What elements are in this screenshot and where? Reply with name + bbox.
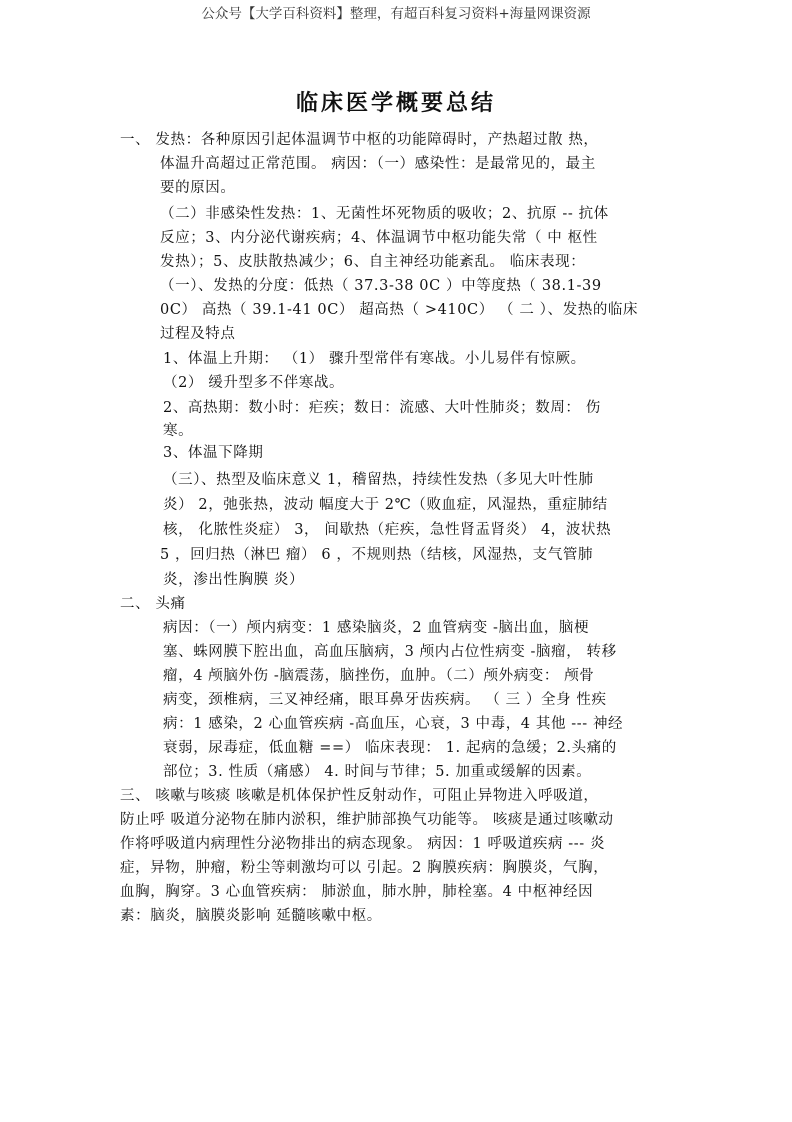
text-line: 发热）；5、皮肤散热减少；6、自主神经功能紊乱。 临床表现： bbox=[160, 254, 586, 270]
text-line: 素：脑炎，脑膜炎影响 延髓咳嗽中枢。 bbox=[120, 908, 382, 924]
text-line: 塞、蛛网膜下腔出血，高血压脑病，3 颅内占位性病变 -脑瘤， 转移 bbox=[163, 644, 617, 660]
text-line: 2、高热期：数小时：疟疾；数日：流感、大叶性肺炎；数周： 伤 bbox=[163, 400, 601, 416]
text-line: （二）非感染性发热：1、无菌性坏死物质的吸收；2、抗原 -- 抗体 bbox=[160, 206, 609, 222]
text-line: 二、 头痛 bbox=[120, 596, 186, 612]
text-line: （一）、发热的分度：低热（ 37.3-38 0C ）中等度热（ 38.1-39 bbox=[160, 278, 602, 294]
text-line: 3、体温下降期 bbox=[163, 445, 264, 461]
text-line: 5 ，回归热（淋巴 瘤） 6 ，不规则热（结核，风湿热，支气管肺 bbox=[160, 547, 594, 563]
text-line: 1、体温上升期： （1） 骤升型常伴有寒战。小儿易伴有惊厥。 bbox=[163, 351, 586, 367]
text-line: 部位；3. 性质（痛感） 4. 时间与节律；5. 加重或缓解的因素。 bbox=[163, 764, 592, 780]
text-line: 炎） 2，弛张热，波动 幅度大于 2℃（败血症，风湿热，重症肺结 bbox=[163, 497, 608, 513]
text-line: 反应；3、内分泌代谢疾病；4、体温调节中枢功能失常（ 中 枢性 bbox=[160, 230, 598, 246]
text-line: 体温升高超过正常范围。 病因：（一）感染性：是最常见的，最主 bbox=[160, 156, 596, 172]
text-line: 作将呼吸道内病理性分泌物排出的病态现象。 病因：1 呼吸道疾病 --- 炎 bbox=[120, 836, 606, 852]
text-line: 要的原因。 bbox=[160, 180, 236, 196]
text-line: 病变，颈椎病，三叉神经痛，眼耳鼻牙齿疾病。 （ 三 ）全身 性疾 bbox=[163, 692, 607, 708]
text-line: 血胸，胸穿。3 心血管疾病： 肺淤血，肺水肿，肺栓塞。4 中枢神经因 bbox=[120, 884, 594, 900]
document-title: 临床医学概要总结 bbox=[295, 90, 496, 116]
text-line: 0C） 高热（ 39.1-41 0C） 超高热（ >410C） （ 二 ）、发热的临床 bbox=[160, 302, 639, 318]
text-line: 过程及特点 bbox=[160, 326, 236, 342]
text-line: （三）、热型及临床意义 1，稽留热，持续性发热（多见大叶性肺 bbox=[163, 472, 594, 488]
text-line: 寒。 bbox=[163, 423, 194, 439]
text-line: 三、 咳嗽与咳痰 咳嗽是机体保护性反射动作，可阻止异物进入呼吸道， bbox=[120, 788, 599, 804]
text-line: 一、 发热：各种原因引起体温调节中枢的功能障碍时，产热超过散 热， bbox=[120, 132, 599, 148]
text-line: 症，异物，肿瘤，粉尘等刺激均可以 引起。2 胸膜疾病：胸膜炎，气胸， bbox=[120, 860, 609, 876]
text-line: 病：1 感染，2 心血管疾病 -高血压，心衰，3 中毒，4 其他 --- 神经 bbox=[163, 716, 624, 732]
page-header-banner: 公众号【大学百科资料】整理，有超百科复习资料+海量网课资源 bbox=[201, 6, 591, 22]
text-line: 衰弱，尿毒症，低血糖 ==） 临床表现： 1. 起病的急缓；2.头痛的 bbox=[163, 740, 617, 756]
text-line: 核， 化脓性炎症） 3， 间歇热（疟疾，急性肾盂肾炎） 4，波状热 bbox=[163, 522, 612, 538]
text-line: 病因：（一）颅内病变：1 感染脑炎，2 血管病变 -脑出血，脑梗 bbox=[163, 620, 590, 636]
text-line: 炎，渗出性胸膜 炎） bbox=[163, 572, 305, 588]
text-line: 防止呼 吸道分泌物在肺内淤积，维护肺部换气功能等。 咳痰是通过咳嗽动 bbox=[120, 812, 614, 828]
text-line: （2） 缓升型多不伴寒战。 bbox=[163, 375, 345, 391]
text-line: 瘤，4 颅脑外伤 -脑震荡，脑挫伤，血肿。（二）颅外病变： 颅骨 bbox=[163, 668, 595, 684]
